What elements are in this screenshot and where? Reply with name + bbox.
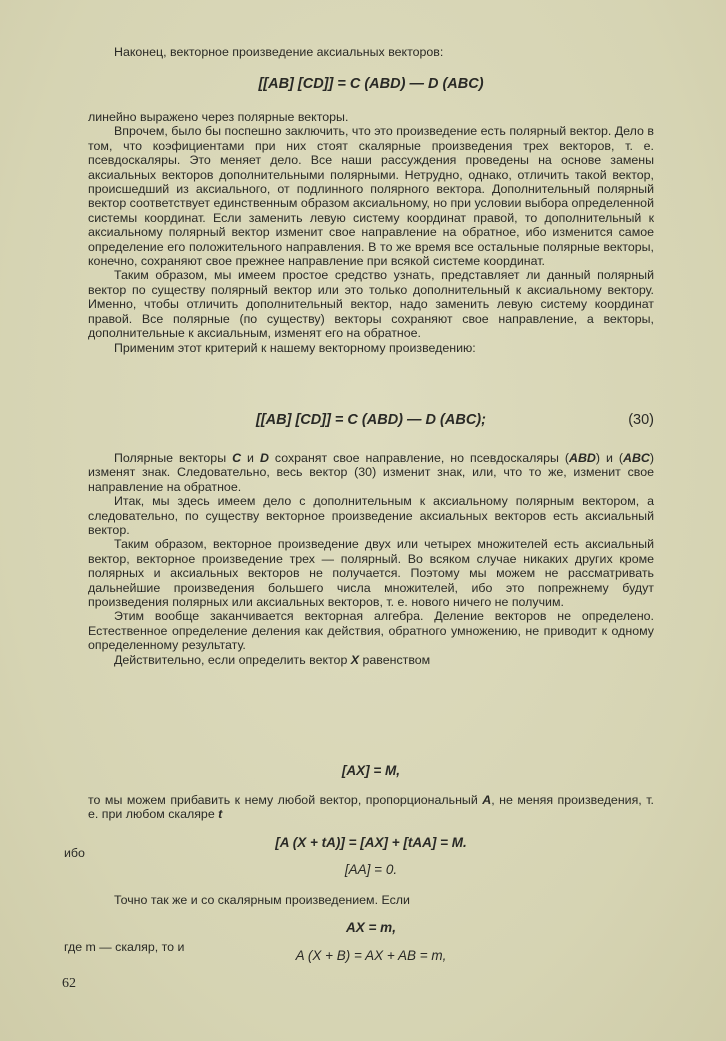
equation-ax-m-scalar: AX = m, (346, 920, 396, 935)
equation-tA: [A (X + tA)] = [AX] + [tAA] = M. (275, 835, 467, 850)
paragraph-block-1 (88, 110, 654, 355)
paragraph-block-3 (88, 793, 654, 822)
equation-axb: A (X + B) = AX + AB = m, (295, 948, 447, 963)
intro-paragraph (88, 45, 654, 59)
paragraph-takim-2: Таким образом, векторное произведение двух или четырех множителей есть аксиальный вектор, векторное произведение трех — полярный. Во всяком случае никаких других кроме полярных и аксиальных векторов не получается. Поэтому мы можем не рассматривать дальнейшие произведения большего числа множителей, ибо это попрежнему будут произведения полярных или аксиальных векторов, т. е. нового ничего не получим. (88, 537, 654, 610)
equation-30 (88, 412, 654, 428)
text: и (241, 451, 260, 465)
text-gde: где m — скаляр, то и (64, 940, 185, 954)
paragraph-tochno: Точно так же и со скалярным произведением. Если (114, 893, 410, 907)
scalar-ABC: ABC (623, 451, 650, 465)
paragraph-block-2 (88, 451, 654, 667)
vector-D: D (259, 451, 269, 465)
intro-text: Наконец, векторное произведение аксиальных векторов: (114, 45, 444, 59)
vector-C: C (232, 451, 242, 465)
equation-1: [[AB] [CD]] = C (ABD) — D (ABC) (258, 76, 484, 92)
text: равенством (359, 652, 431, 667)
vector-A: A (482, 793, 492, 807)
page-number: 62 (62, 976, 76, 991)
equation-ax-m: [AX] = M, (341, 763, 401, 778)
paragraph-etim: Этим вообще заканчивается векторная алгебра. Деление векторов не определено. Естественное определение деления как действия, обратного умножению, не приводит к одному определенному результату. (88, 609, 654, 653)
paragraph-takim-1: Таким образом, мы имеем простое средство узнать, представляет ли данный полярный вектор по существу полярный вектор или это только дополнительный к аксиальному вектору. Именно, чтобы отличить дополнительный вектор, надо заменить левую систему координат правой. Все полярные (по существу) векторы сохраняют свое направление, а векторы, дополнительные к аксиальным, изменят его на обратное. (88, 268, 654, 341)
equation-30-text: [[AB] [CD]] = C (ABD) — D (ABC); (256, 412, 486, 428)
text: Действительно, если определить вектор (114, 652, 351, 667)
vector-X: X (350, 652, 360, 667)
text: то мы можем прибавить к нему любой вектор, пропорциональный (88, 793, 483, 807)
paragraph-linear: линейно выражено через полярные векторы. (88, 110, 349, 124)
text: Полярные векторы (114, 451, 233, 465)
scalar-t: t (218, 807, 223, 822)
text: ) и ( (595, 451, 624, 465)
scalar-ABD: ABD (569, 451, 596, 465)
paragraph-polar (88, 451, 654, 494)
paragraph-to (88, 793, 654, 822)
equation-aa: [AA] = 0. (344, 862, 398, 877)
paragraph-primenim: Применим этот критерий к нашему векторному произведению: (114, 340, 476, 355)
text: сохранят свое направление, но псевдоскаляры ( (268, 451, 569, 465)
paragraph-deistv (88, 653, 654, 667)
paragraph-block-4 (88, 893, 654, 907)
paragraph-vprochem: Впрочем, было бы поспешно заключить, что это произведение есть полярный вектор. Дело в том, что коэфициентами при них стоят скалярные произведения трех векторов, т. е. псевдоскаляры. Это меняет дело. Все наши рассуждения проведены на основе замены аксиальных векторов дополнительными полярными. Нетрудно, однако, отличить такой вектор, происшедший из аксиального, от подлинного полярного вектора. Дополнительный полярный вектор соответствует единственным образом аксиальному, но при условии выбора определенной системы координат. Если заменить левую систему координат правой, то дополнительный к аксиальному полярный вектор изменит свое направление на обратное, ибо изменится самое определение его положительного направления. В то же время все остальные полярные векторы, конечно, сохраняют свое прежнее направление при всякой системе координат. (88, 124, 654, 269)
text-ibo: ибо (64, 846, 85, 860)
equation-number: (30) (628, 412, 654, 428)
text: , не меняя произведения, т. е. при любом скаляре (88, 793, 654, 822)
paragraph-itak: Итак, мы здесь имеем дело с дополнительным к аксиальному полярным вектором, а следовательно, по существу векторное произведение аксиальных векторов есть аксиальный вектор. (88, 494, 654, 538)
text: ) изменят знак. Следовательно, весь вектор (30) изменит знак, или, что то же, изменит свое направление на обратное. (88, 451, 655, 494)
